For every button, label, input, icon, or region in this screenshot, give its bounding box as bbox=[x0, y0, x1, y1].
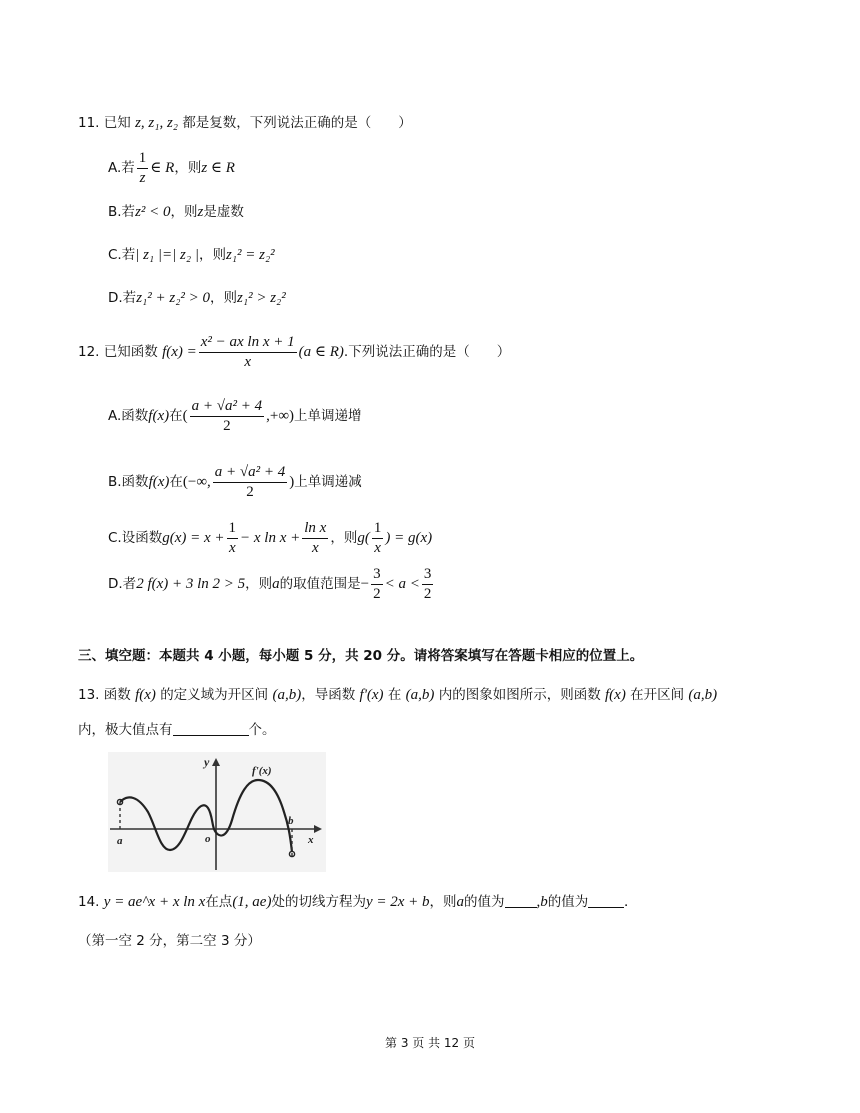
q11-option-a: A.若 $\frac{1}{z}$ ∈ R，则z ∈ R bbox=[108, 150, 235, 186]
answer-blank bbox=[173, 735, 249, 736]
page-footer: 第 3 页 共 12 页 bbox=[385, 1036, 475, 1050]
y-label: y bbox=[204, 755, 210, 769]
y-axis-arrow bbox=[212, 758, 220, 766]
b-label: b bbox=[288, 815, 294, 827]
q12-option-c: C.设函数g(x) = x + $\frac{1}{x}$ − x ln x + $\frac{\text{ln x}}{x}$ ，则g( $\frac{1}{x}$ ) = g(x) bbox=[108, 520, 433, 556]
q13-line1: 13. 函数 f(x) 的定义域为开区间 (a,b)，导函数 f'(x) 在 (a,b) 内的图象如图所示，则函数 f(x) 在开区间 (a,b) bbox=[78, 687, 718, 703]
q14-line1: 14. y = ae^x + x ln x在点(1, ae)处的切线方程为y = 2x + b，则a的值为 ,b的值为 . bbox=[78, 894, 629, 910]
q11-option-d: D.若z₁² + z₂² > 0，则z₁² > z₂² bbox=[108, 290, 286, 306]
section-heading: 三、填空题：本题共 4 小题，每小题 5 分，共 20 分。请将答案填写在答题卡相应的位置上。 bbox=[78, 648, 644, 664]
o-label: o bbox=[205, 833, 211, 845]
q12-stem: 12. 已知函数 f(x) = $\frac{\text{x² − ax ln x + 1}}{x}$ (a ∈ R).下列说法正确的是（ ） bbox=[78, 334, 511, 370]
answer-blank-a bbox=[505, 907, 537, 908]
x-axis-arrow bbox=[314, 825, 322, 833]
curve-label: f'(x) bbox=[252, 765, 272, 777]
a-label: a bbox=[117, 835, 123, 847]
q13-line2: 内，极大值点有 个。 bbox=[78, 722, 276, 738]
q11-option-c: C.若| z₁ |=| z₂ |，则z₁² = z₂² bbox=[108, 247, 275, 263]
q12-option-a: A.函数f(x)在( $\frac{\text{a + √a² + 4}}{2}$ ,+∞)上单调递增 bbox=[108, 398, 362, 434]
derivative-graph bbox=[108, 752, 326, 872]
x-label: x bbox=[308, 834, 314, 846]
q11-stem: 11. 已知 z, z₁, z₂ 都是复数，下列说法正确的是（ ） bbox=[78, 115, 412, 131]
q12-option-d: D.者2 f(x) + 3 ln 2 > 5，则a的取值范围是− $\frac{3}{2}$ < a < $\frac{3}{2}$ bbox=[108, 566, 432, 602]
answer-blank-b bbox=[588, 907, 624, 908]
q12-option-b: B.函数f(x)在(−∞, $\frac{\text{a + √a² + 4}}{2}$ )上单调递减 bbox=[108, 464, 362, 500]
q14-score-note: （第一空 2 分，第二空 3 分） bbox=[78, 933, 261, 949]
q11-option-b: B.若z² < 0，则z是虚数 bbox=[108, 204, 244, 220]
derivative-graph-svg bbox=[108, 752, 326, 872]
